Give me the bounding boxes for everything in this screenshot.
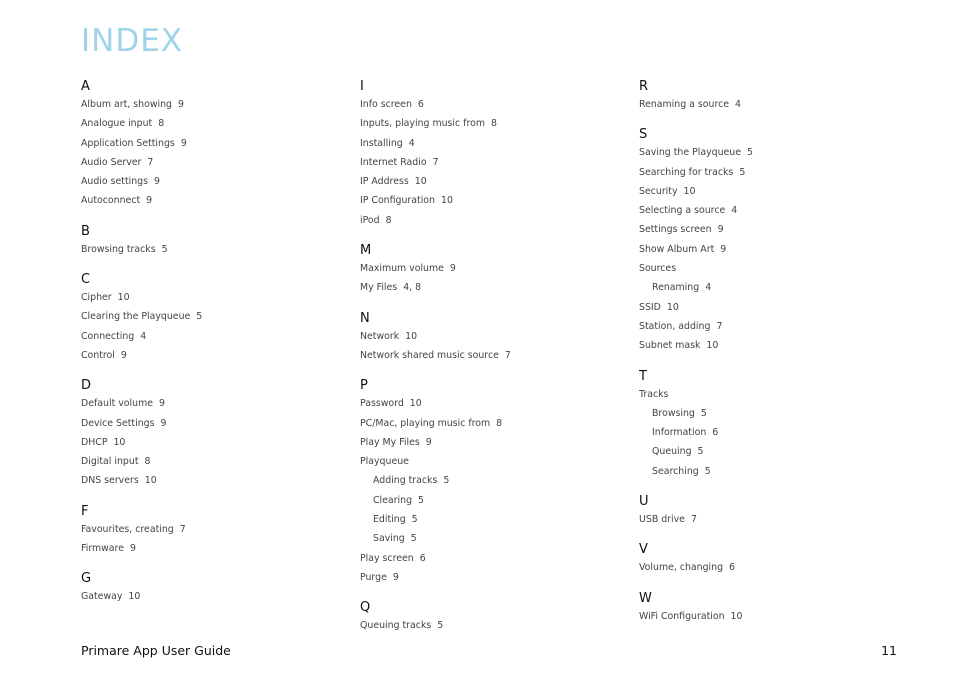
index-entry	[81, 394, 351, 413]
entry-pages: 8	[158, 118, 165, 130]
entry-pages: 9	[720, 243, 727, 255]
entry-term: Application Settings	[81, 137, 175, 149]
index-entry	[81, 240, 351, 259]
index-entry	[81, 327, 351, 346]
index-entry	[360, 616, 630, 635]
index-subentry	[360, 471, 630, 490]
index-entry	[639, 259, 909, 278]
section-letter: P	[360, 378, 368, 394]
entry-term: Searching for tracks	[639, 166, 734, 178]
entry-pages: 10	[113, 436, 126, 448]
entry-pages: 9	[120, 349, 127, 361]
entry-term: Audio Server	[81, 156, 142, 168]
entry-pages: 10	[128, 591, 141, 603]
entry-pages: 9	[129, 543, 136, 555]
entry-term: Searching	[652, 465, 699, 477]
entry-term: DNS servers	[81, 475, 139, 487]
index-entry	[360, 549, 630, 568]
index-entry	[360, 211, 630, 230]
entry-pages: 5	[747, 147, 753, 159]
entry-pages: 4	[731, 205, 738, 217]
index-entry	[81, 452, 351, 471]
index-section	[360, 311, 630, 366]
index-entry	[639, 163, 909, 182]
entry-term: Installing	[360, 137, 403, 149]
entry-term: Album art, showing	[81, 99, 172, 110]
index-section	[81, 504, 351, 559]
index-subentry	[639, 462, 909, 481]
entry-pages: 7	[147, 156, 154, 168]
index-entry	[639, 607, 909, 626]
index-entry	[81, 95, 351, 114]
entry-pages: 9	[160, 417, 167, 429]
entry-term: Maximum volume	[360, 263, 444, 275]
index-entry	[81, 191, 351, 210]
entry-pages: 5	[739, 166, 746, 178]
entry-term: Play My Files	[360, 436, 420, 448]
entry-term: Firmware	[81, 543, 124, 555]
entry-term: Tracks	[639, 388, 669, 400]
entry-term: Station, adding	[639, 320, 711, 332]
index-entry	[360, 153, 630, 172]
index-entry	[81, 114, 351, 133]
index-entry	[360, 172, 630, 191]
index-entry	[81, 307, 351, 326]
index-entry	[81, 172, 351, 191]
entry-term: Password	[360, 398, 404, 410]
index-subentry	[639, 423, 909, 442]
entry-pages: 8	[496, 417, 503, 429]
entry-pages: 7	[690, 514, 697, 526]
entry-term: Playqueue	[360, 456, 409, 468]
entry-pages: 10	[666, 301, 679, 313]
index-subentry	[360, 510, 630, 529]
entry-term: Security	[639, 185, 678, 197]
entry-term: Network	[360, 330, 400, 342]
entry-term: Info screen	[360, 99, 412, 110]
entry-pages: 9	[180, 137, 187, 149]
index-entry	[360, 346, 630, 365]
index-section	[360, 79, 630, 230]
index-entry	[81, 414, 351, 433]
entry-term: Queuing	[652, 446, 692, 458]
entry-term: Subnet mask	[639, 340, 701, 352]
entry-pages: 8	[144, 456, 151, 468]
index-entry	[360, 568, 630, 587]
entry-term: Information	[652, 427, 707, 439]
entry-term: Saving	[373, 533, 405, 545]
index-entry	[81, 153, 351, 172]
entry-pages: 8	[490, 118, 497, 130]
section-letter: C	[81, 272, 91, 288]
entry-pages: 10	[117, 292, 130, 304]
index-entry	[639, 510, 909, 529]
entry-pages: 5	[437, 620, 444, 632]
entry-pages: 10	[405, 330, 418, 342]
entry-term: Selecting a source	[639, 205, 726, 217]
entry-pages: 9	[178, 99, 184, 110]
entry-term: Sources	[639, 263, 677, 275]
entry-term: Device Settings	[81, 417, 155, 429]
entry-pages: 7	[504, 349, 511, 361]
index-column-3	[639, 79, 909, 639]
entry-pages: 4	[140, 330, 147, 342]
index-section	[639, 591, 909, 626]
index-section	[639, 494, 909, 529]
index-entry	[639, 201, 909, 220]
section-letter: T	[639, 368, 647, 384]
entry-pages: 9	[449, 263, 456, 275]
index-subentry	[639, 278, 909, 297]
entry-term: Saving the Playqueue	[639, 147, 742, 159]
entry-pages: 4	[705, 282, 712, 294]
entry-term: SSID	[639, 301, 661, 313]
entry-pages: 9	[425, 436, 432, 448]
entry-pages: 6	[729, 562, 736, 574]
section-letter: R	[639, 79, 649, 94]
section-letter: U	[639, 494, 649, 510]
index-entry	[81, 587, 351, 606]
entry-pages: 10	[414, 176, 427, 188]
entry-term: Digital input	[81, 456, 139, 468]
entry-pages: 10	[683, 185, 696, 197]
index-entry	[639, 182, 909, 201]
entry-term: Internet Radio	[360, 156, 427, 168]
entry-term: Default volume	[81, 398, 153, 410]
entry-term: Renaming	[652, 282, 700, 294]
index-entry	[81, 346, 351, 365]
entry-pages: 5	[704, 465, 711, 477]
index-entry	[81, 433, 351, 452]
entry-pages: 10	[144, 475, 157, 487]
index-subentry	[360, 491, 630, 510]
entry-pages: 4, 8	[403, 282, 422, 294]
index-entry	[360, 259, 630, 278]
entry-pages: 10	[440, 195, 453, 207]
index-section	[81, 224, 351, 259]
entry-pages: 9	[154, 176, 160, 188]
section-letter: S	[639, 127, 648, 143]
index-section	[81, 571, 351, 606]
footer-page-number: 11	[881, 643, 897, 658]
section-letter: W	[639, 590, 652, 606]
section-letter: N	[360, 310, 370, 326]
entry-term: Connecting	[81, 330, 135, 342]
entry-pages: 4	[408, 137, 415, 149]
entry-term: Autoconnect	[81, 195, 141, 207]
index-subentry	[639, 442, 909, 461]
entry-term: Show Album Art	[639, 243, 715, 255]
entry-pages: 8	[385, 214, 392, 226]
index-entry	[81, 471, 351, 490]
index-section	[360, 243, 630, 298]
entry-term: IP Address	[360, 176, 409, 188]
index-entry	[360, 452, 630, 471]
entry-pages: 9	[146, 195, 153, 207]
index-section	[639, 369, 909, 481]
index-entry	[360, 114, 630, 133]
section-letter: A	[81, 79, 90, 94]
index-section	[360, 378, 630, 587]
entry-pages: 5	[443, 475, 450, 487]
entry-term: Cipher	[81, 292, 112, 304]
entry-pages: 5	[411, 514, 418, 526]
entry-pages: 10	[706, 340, 719, 352]
entry-term: Adding tracks	[373, 475, 438, 487]
entry-pages: 5	[700, 407, 707, 419]
index-entry	[639, 317, 909, 336]
entry-term: Play screen	[360, 552, 414, 564]
index-entry	[639, 336, 909, 355]
index-entry	[360, 414, 630, 433]
entry-pages: 7	[716, 320, 723, 332]
entry-term: Favourites, creating	[81, 523, 174, 535]
entry-term: USB drive	[639, 514, 685, 526]
section-letter: I	[360, 79, 364, 94]
entry-pages: 9	[392, 571, 399, 583]
index-entry	[360, 394, 630, 413]
entry-pages: 9	[158, 398, 165, 410]
entry-term: Editing	[373, 514, 406, 526]
index-entry	[639, 240, 909, 259]
footer-guide-title: Primare App User Guide	[81, 643, 231, 658]
page-title: INDEX	[81, 23, 184, 59]
entry-term: Browsing	[652, 407, 695, 419]
entry-term: DHCP	[81, 436, 108, 448]
section-letter: B	[81, 223, 90, 239]
entry-pages: 5	[418, 494, 424, 506]
entry-term: Inputs, playing music from	[360, 118, 485, 130]
index-entry	[81, 288, 351, 307]
entry-pages: 10	[409, 398, 422, 410]
index-entry	[360, 95, 630, 114]
index-section	[639, 127, 909, 355]
index-entry	[639, 298, 909, 317]
index-section	[81, 378, 351, 490]
entry-pages: 7	[179, 523, 186, 535]
entry-pages: 7	[432, 156, 439, 168]
index-entry	[81, 520, 351, 539]
entry-term: Control	[81, 349, 115, 361]
index-subentry	[360, 529, 630, 548]
index-entry	[639, 143, 909, 162]
entry-term: Purge	[360, 571, 387, 583]
section-letter: Q	[360, 600, 371, 616]
entry-term: Clearing the Playqueue	[81, 311, 191, 323]
section-letter: M	[360, 243, 372, 259]
index-entry	[639, 558, 909, 577]
entry-pages: 6	[417, 99, 424, 110]
entry-pages: 10	[730, 610, 743, 622]
index-entry	[360, 327, 630, 346]
index-column-1	[81, 79, 351, 620]
entry-pages: 5	[161, 243, 168, 255]
entry-pages: 6	[712, 427, 719, 439]
section-letter: V	[639, 542, 648, 558]
entry-term: Renaming a source	[639, 99, 730, 110]
index-entry	[360, 191, 630, 210]
entry-pages: 5	[697, 446, 704, 458]
entry-term: Settings screen	[639, 224, 712, 236]
section-letter: G	[81, 571, 92, 587]
index-section	[81, 272, 351, 365]
entry-term: Volume, changing	[639, 562, 724, 574]
entry-term: Analogue input	[81, 118, 153, 130]
entry-term: Browsing tracks	[81, 243, 156, 255]
index-section	[81, 79, 351, 211]
entry-pages: 6	[419, 552, 426, 564]
entry-pages: 5	[196, 311, 203, 323]
index-section	[360, 600, 630, 635]
index-entry	[639, 220, 909, 239]
entry-term: My Files	[360, 282, 398, 294]
index-entry	[360, 433, 630, 452]
index-subentry	[639, 404, 909, 423]
entry-pages: 9	[717, 224, 724, 236]
entry-term: Audio settings	[81, 176, 149, 188]
index-section	[639, 79, 909, 114]
index-entry	[639, 385, 909, 404]
index-entry	[360, 134, 630, 153]
index-section	[639, 542, 909, 577]
entry-term: iPod	[360, 214, 380, 226]
index-entry	[81, 539, 351, 558]
index-entry	[360, 278, 630, 297]
entry-pages: 4	[735, 99, 741, 110]
entry-term: Clearing	[373, 494, 413, 506]
entry-pages: 5	[410, 533, 417, 545]
entry-term: Gateway	[81, 591, 123, 603]
entry-term: IP Configuration	[360, 195, 435, 207]
entry-term: PC/Mac, playing music from	[360, 417, 491, 429]
entry-term: Network shared music source	[360, 349, 499, 361]
index-entry	[81, 134, 351, 153]
index-column-2	[360, 79, 630, 649]
entry-term: Queuing tracks	[360, 620, 432, 632]
index-entry	[639, 95, 909, 114]
section-letter: F	[81, 503, 89, 519]
section-letter: D	[81, 378, 92, 394]
entry-term: WiFi Configuration	[639, 610, 725, 622]
